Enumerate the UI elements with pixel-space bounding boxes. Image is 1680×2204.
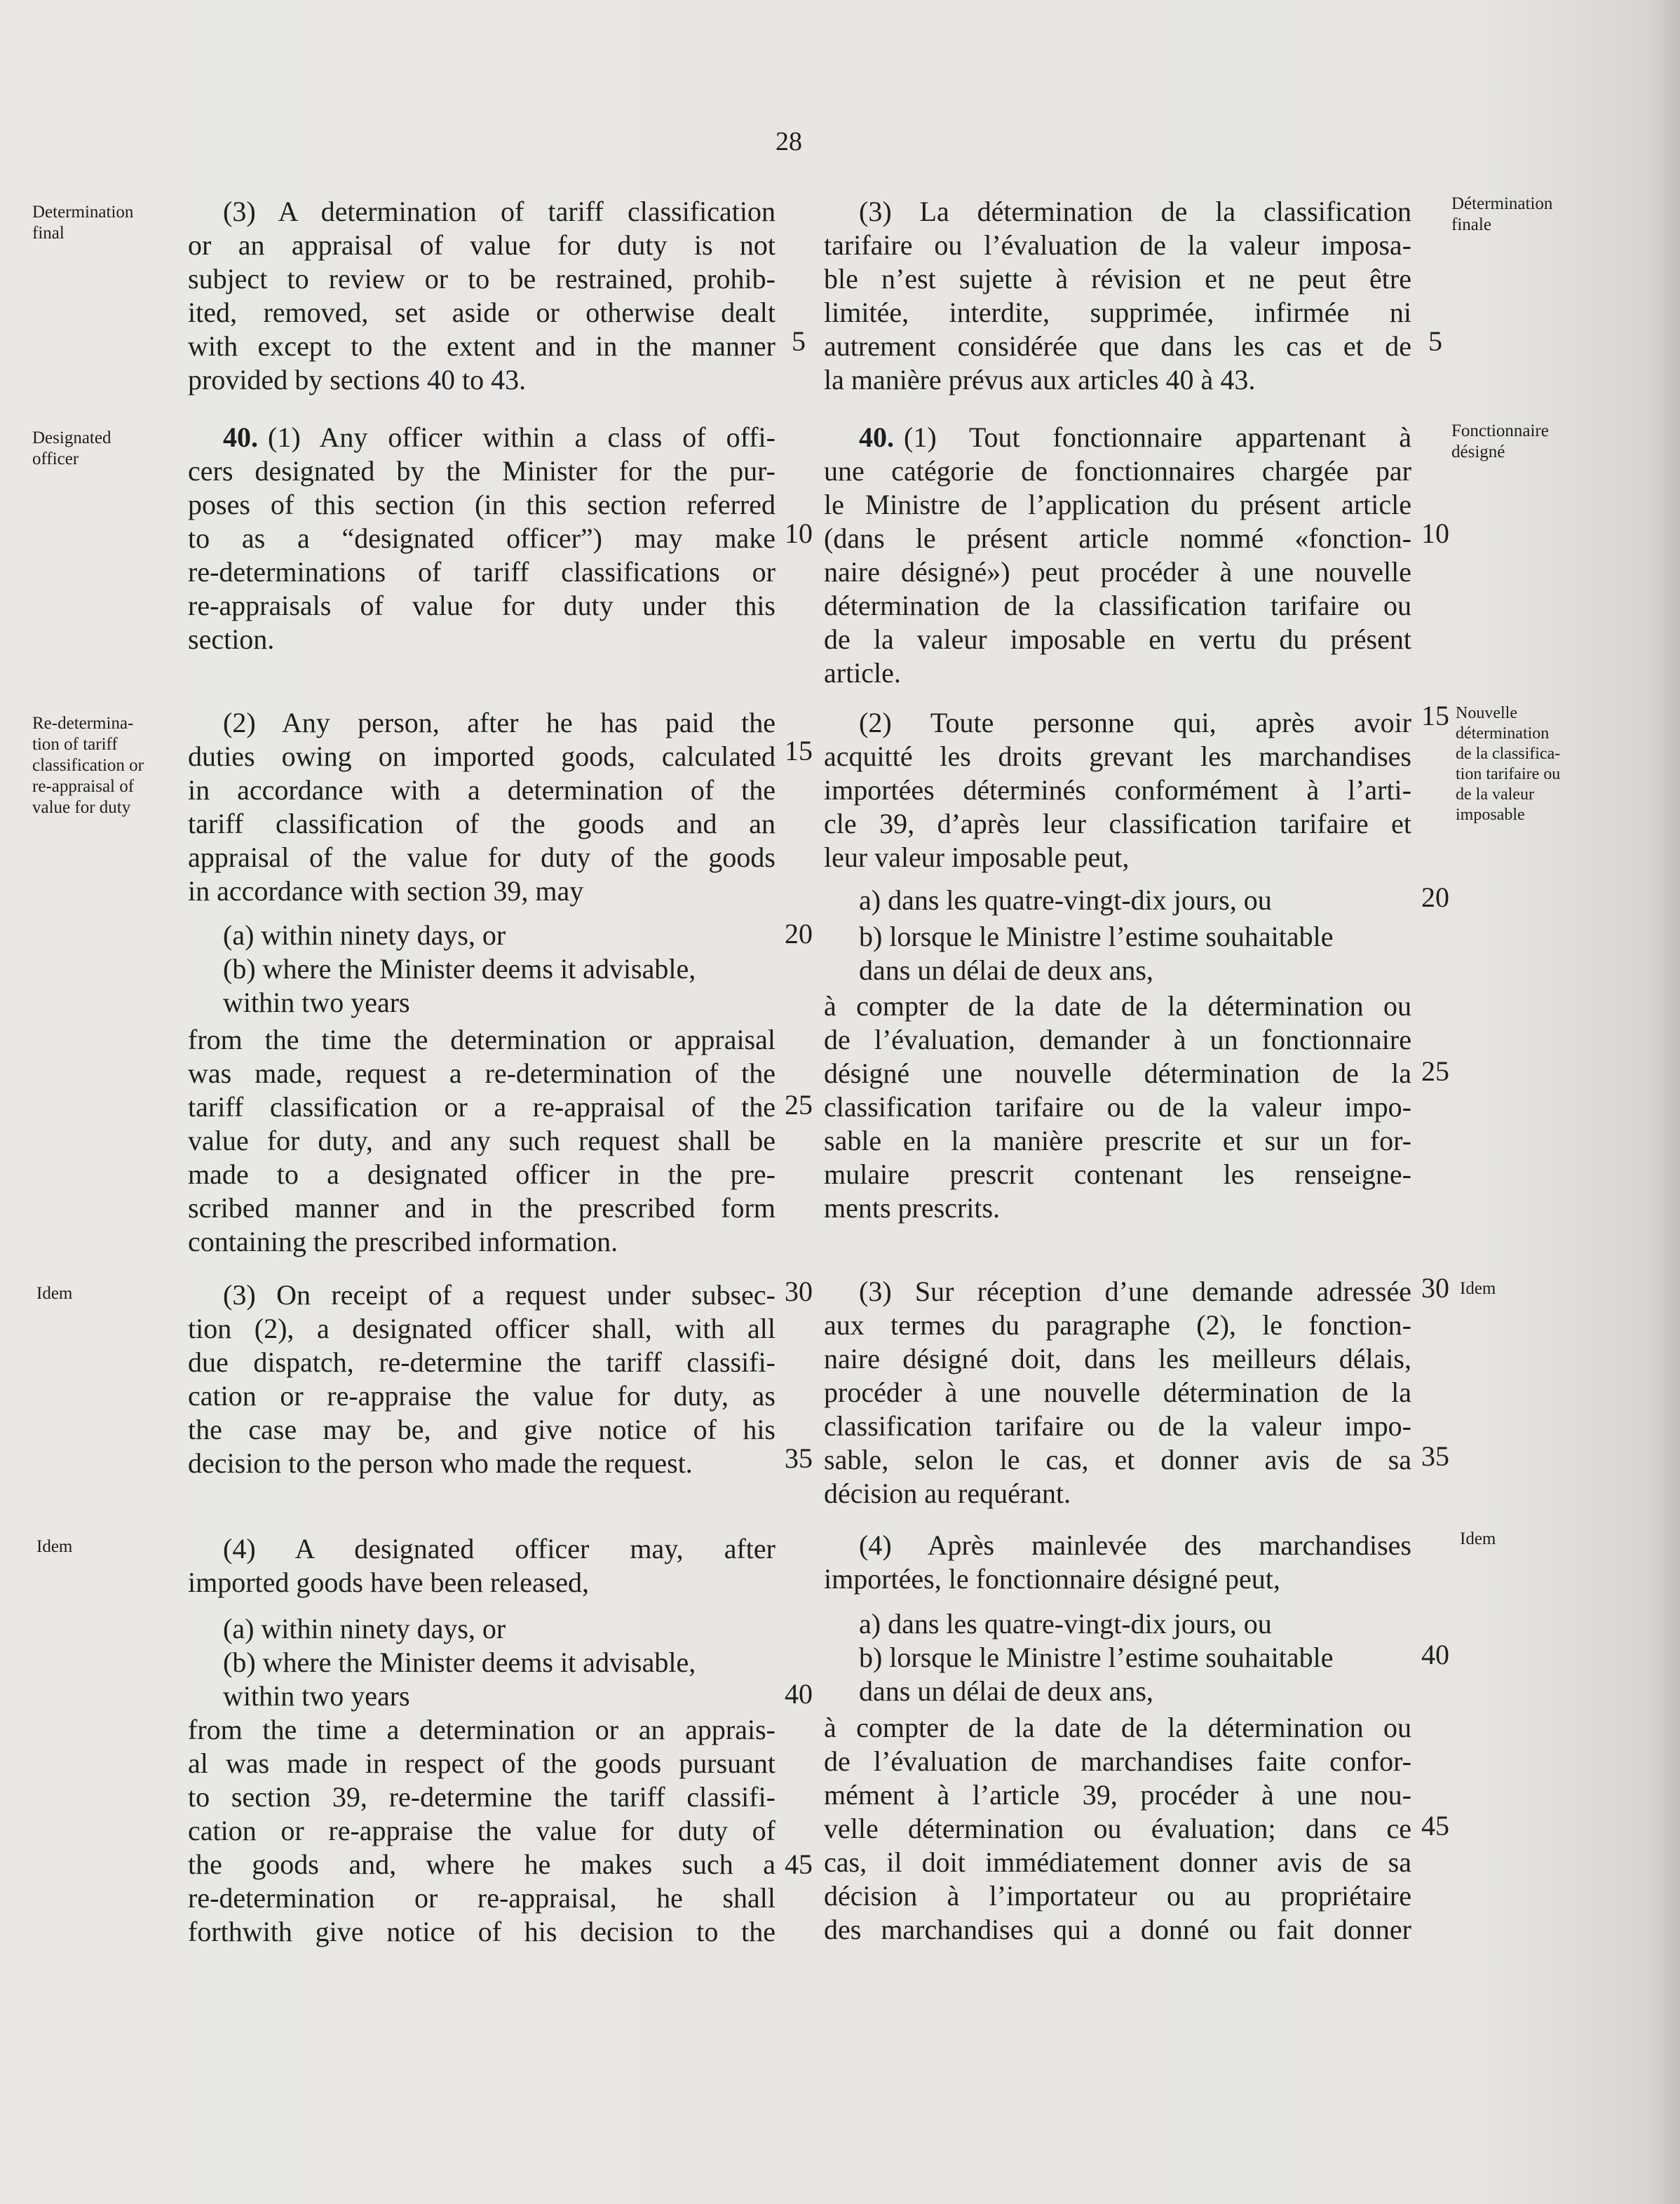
en-line: duties owing on imported goods, calculated (188, 741, 775, 772)
line-marker: 25 (1421, 1055, 1449, 1087)
en-line: al was made in respect of the goods pursuant (188, 1747, 775, 1779)
line-marker: 15 (785, 735, 813, 766)
en-line: re-determinations of tariff classifications or (188, 556, 775, 588)
line-marker: 45 (785, 1848, 813, 1880)
fr-line: importées déterminés conformément à l’arti- (824, 774, 1411, 806)
fr-line: de l’évaluation de marchandises faite confor- (824, 1745, 1411, 1777)
margin-note-idem-2: Idem (36, 1537, 73, 1556)
en-line: (a) within ninety days, or (223, 919, 506, 951)
fr-line: sable en la manière prescrite et sur un for- (824, 1125, 1411, 1156)
en-line: poses of this section (in this section referred (188, 489, 775, 520)
en-line: or an appraisal of value for duty is not (188, 229, 775, 261)
line-marker: 30 (785, 1276, 813, 1307)
line-marker: 45 (1421, 1810, 1449, 1841)
en-line: in accordance with a determination of the (188, 774, 775, 806)
line-marker: 40 (1421, 1639, 1449, 1670)
en-line: scribed manner and in the prescribed form (188, 1192, 775, 1224)
fr-line: b) lorsque le Ministre l’estime souhaitable (859, 1642, 1334, 1673)
fr-line: mulaire prescrit contenant les renseigne- (824, 1158, 1411, 1190)
line-marker: 20 (785, 918, 813, 949)
en-line: imported goods have been released, (188, 1567, 590, 1598)
en-line: tariff classification of the goods and an (188, 808, 775, 839)
fr-line: autrement considérée que dans les cas et de (824, 330, 1411, 362)
en-line: re-determination or re-appraisal, he shall (188, 1882, 775, 1914)
margin-note-determination-final: Determination final (32, 203, 134, 243)
en-line: appraisal of the value for duty of the goods (188, 841, 775, 873)
fr-line: (3) La détermination de la classification (859, 196, 1411, 227)
fr-line: désigné une nouvelle détermination de la (824, 1057, 1411, 1089)
fr-line: le Ministre de l’application du présent article (824, 489, 1411, 520)
en-line: the case may be, and give notice of his (188, 1414, 775, 1445)
fr-line: classification tarifaire ou de la valeur impo- (824, 1410, 1411, 1442)
en-line: value for duty, and any such request shall be (188, 1125, 775, 1156)
page-number: 28 (775, 127, 802, 156)
en-line: (3) On receipt of a request under subsec- (223, 1279, 775, 1311)
fr-line: détermination de la classification tarifaire ou (824, 590, 1411, 621)
en-line: within two years (223, 987, 410, 1018)
fr-line: velle détermination ou évaluation; dans ce (824, 1813, 1411, 1844)
en-line: due dispatch, re-determine the tariff classifi- (188, 1346, 775, 1378)
fr-line: tarifaire ou l’évaluation de la valeur imposa- (824, 229, 1411, 261)
page-edge-shadow (1652, 0, 1680, 2204)
en-line: ited, removed, set aside or otherwise dealt (188, 297, 775, 328)
fr-line: la manière prévus aux articles 40 à 43. (824, 364, 1256, 395)
margin-note-idem-fr-1: Idem (1460, 1279, 1496, 1298)
margin-note-fonctionnaire-designe: Fonctionnaire désigné (1451, 421, 1549, 461)
en-line: with except to the extent and in the manner (188, 330, 775, 362)
fr-line: dans un délai de deux ans, (859, 954, 1153, 986)
line-marker: 20 (1421, 881, 1449, 913)
margin-note-designated-officer: Designated officer (32, 428, 111, 468)
fr-line: ble n’est sujette à révision et ne peut être (824, 263, 1411, 295)
fr-line: sable, selon le cas, et donner avis de sa (824, 1444, 1411, 1475)
fr-line: à compter de la date de la détermination ou (824, 1712, 1411, 1743)
en-line: (b) where the Minister deems it advisable, (223, 953, 696, 985)
fr-line: classification tarifaire ou de la valeur impo- (824, 1091, 1411, 1123)
line-marker: 10 (785, 518, 813, 549)
line-marker: 25 (785, 1089, 813, 1121)
line-marker: 5 (1428, 325, 1442, 357)
en-line: decision to the person who made the request. (188, 1447, 693, 1479)
en-line: cation or re-appraise the value for duty of (188, 1815, 775, 1846)
section-number: 40. (223, 421, 258, 453)
line-marker: 35 (785, 1442, 813, 1474)
fr-line: (dans le présent article nommé «fonction- (824, 522, 1411, 554)
line-marker: 35 (1421, 1440, 1449, 1472)
fr-line: de la valeur imposable en vertu du présent (824, 623, 1411, 655)
fr-line: aux termes du paragraphe (2), le fonction- (824, 1309, 1411, 1341)
en-line: subject to review or to be restrained, prohib- (188, 263, 775, 295)
fr-line: a) dans les quatre-vingt-dix jours, ou (859, 884, 1272, 916)
fr-line: b) lorsque le Ministre l’estime souhaitable (859, 921, 1334, 952)
margin-note-determination-finale: Détermination finale (1451, 194, 1553, 234)
line-marker: 15 (1421, 700, 1449, 731)
line-marker: 5 (792, 325, 806, 357)
fr-line: cas, il doit immédiatement donner avis de sa (824, 1846, 1411, 1878)
fr-line: des marchandises qui a donné ou fait donner (824, 1914, 1411, 1945)
fr-line: mément à l’article 39, procéder à une nou- (824, 1779, 1411, 1811)
margin-note-nouvelle-determination: Nouvelle détermination de la classifica- tion tarifaire ou de la valeur imposable (1456, 704, 1561, 824)
en-line: to as a “designated officer”) may make (188, 522, 775, 554)
en-line: from the time a determination or an apprais- (188, 1714, 775, 1745)
en-line: provided by sections 40 to 43. (188, 364, 527, 395)
fr-line: naire désigné doit, dans les meilleurs délais, (824, 1343, 1411, 1374)
fr-line: dans un délai de deux ans, (859, 1675, 1153, 1707)
line-marker: 30 (1421, 1272, 1449, 1304)
fr-line: leur valeur imposable peut, (824, 841, 1130, 873)
en-line: forthwith give notice of his decision to the (188, 1916, 775, 1947)
en-line: to section 39, re-determine the tariff classifi- (188, 1781, 775, 1813)
fr-line: (3) Sur réception d’une demande adressée (859, 1276, 1411, 1307)
en-line: (2) Any person, after he has paid the (223, 707, 775, 738)
fr-line: article. (824, 657, 901, 689)
margin-note-idem-1: Idem (36, 1284, 73, 1303)
en-line: from the time the determination or appraisal (188, 1024, 775, 1055)
fr-line: importées, le fonctionnaire désigné peut, (824, 1563, 1280, 1595)
en-line: cers designated by the Minister for the pur- (188, 455, 775, 487)
en-line: (a) within ninety days, or (223, 1613, 506, 1644)
fr-line: naire désigné») peut procéder à une nouvelle (824, 556, 1411, 588)
margin-note-idem-fr-2: Idem (1460, 1529, 1496, 1548)
en-line: tion (2), a designated officer shall, with all (188, 1313, 775, 1344)
fr-line: acquitté les droits grevant les marchandises (824, 741, 1411, 772)
en-line: (4) A designated officer may, after (223, 1533, 775, 1564)
en-line: made to a designated officer in the pre- (188, 1158, 775, 1190)
en-line: within two years (223, 1680, 410, 1712)
fr-line: a) dans les quatre-vingt-dix jours, ou (859, 1608, 1272, 1640)
margin-note-re-determination: Re-determina- tion of tariff classification or re-appraisal of value for duty (32, 714, 144, 817)
en-line: section. (188, 623, 275, 655)
en-line-section-40: 40. (1) Any officer within a class of offi- (223, 421, 775, 453)
section-number: 40. (859, 421, 894, 453)
fr-line: à compter de la date de la détermination ou (824, 990, 1411, 1022)
en-line: re-appraisals of value for duty under this (188, 590, 775, 621)
en-line: tariff classification or a re-appraisal of the (188, 1091, 775, 1123)
fr-line-section-40: 40. (1) Tout fonctionnaire appartenant à (859, 421, 1411, 453)
en-line: containing the prescribed information. (188, 1226, 618, 1257)
line-marker: 10 (1421, 518, 1449, 549)
fr-line: cle 39, d’après leur classification tarifaire et (824, 808, 1411, 839)
fr-line: décision au requérant. (824, 1478, 1071, 1509)
fr-line: procéder à une nouvelle détermination de la (824, 1377, 1411, 1408)
fr-line: ments prescrits. (824, 1192, 1001, 1224)
line-marker: 40 (785, 1678, 813, 1710)
en-line: was made, request a re-determination of the (188, 1057, 775, 1089)
en-line: (b) where the Minister deems it advisable, (223, 1647, 696, 1678)
fr-line: (4) Après mainlevée des marchandises (859, 1529, 1411, 1561)
fr-line: une catégorie de fonctionnaires chargée par (824, 455, 1411, 487)
en-line: in accordance with section 39, may (188, 875, 584, 907)
fr-line: (2) Toute personne qui, après avoir (859, 707, 1411, 738)
en-line: the goods and, where he makes such a (188, 1848, 775, 1880)
en-line: cation or re-appraise the value for duty, as (188, 1380, 775, 1412)
fr-line: limitée, interdite, supprimée, infirmée ni (824, 297, 1411, 328)
en-line: (3) A determination of tariff classification (223, 196, 775, 227)
fr-line: de l’évaluation, demander à un fonctionnaire (824, 1024, 1411, 1055)
fr-line: décision à l’importateur ou au propriétaire (824, 1880, 1411, 1912)
